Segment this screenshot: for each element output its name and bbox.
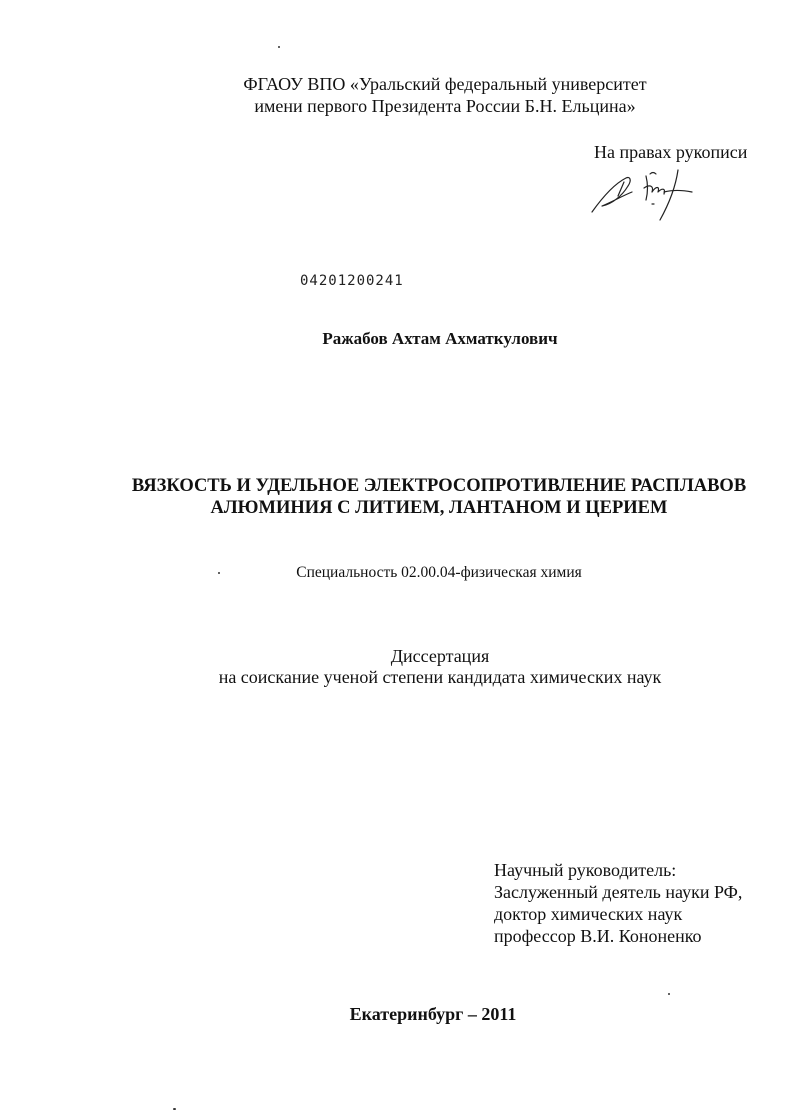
author-name: Ражабов Ахтам Ахматкулович xyxy=(322,329,558,348)
dissertation-label: Диссертация xyxy=(390,646,490,666)
supervisor-heading: Научный руководитель: xyxy=(494,860,677,880)
scan-speck xyxy=(218,572,220,574)
title-line-1: ВЯЗКОСТЬ И УДЕЛЬНОЕ ЭЛЕКТРОСОПРОТИВЛЕНИЕ РАСПЛАВОВ xyxy=(131,476,747,496)
dissertation-degree: на соискание ученой степени кандидата химических наук xyxy=(218,667,662,687)
city-year: Екатеринбург – 2011 xyxy=(349,1004,517,1024)
handwritten-signature xyxy=(588,162,706,226)
manuscript-rights: На правах рукописи xyxy=(594,142,748,162)
supervisor-honor: Заслуженный деятель науки РФ, xyxy=(494,882,743,902)
scan-speck xyxy=(278,46,280,48)
supervisor-name: профессор В.И. Кононенко xyxy=(494,926,702,946)
institution-line-2: имени первого Президента России Б.Н. Ельцина» xyxy=(254,96,636,116)
supervisor-degree: доктор химических наук xyxy=(494,904,683,924)
scan-speck xyxy=(668,993,670,995)
registration-number: 04201200241 xyxy=(300,273,404,289)
scan-speck xyxy=(173,1108,176,1110)
specialty: Специальность 02.00.04-физическая химия xyxy=(296,564,582,581)
institution-line-1: ФГАОУ ВПО «Уральский федеральный университет xyxy=(243,74,647,94)
title-line-2: АЛЮМИНИЯ С ЛИТИЕМ, ЛАНТАНОМ И ЦЕРИЕМ xyxy=(210,498,668,518)
